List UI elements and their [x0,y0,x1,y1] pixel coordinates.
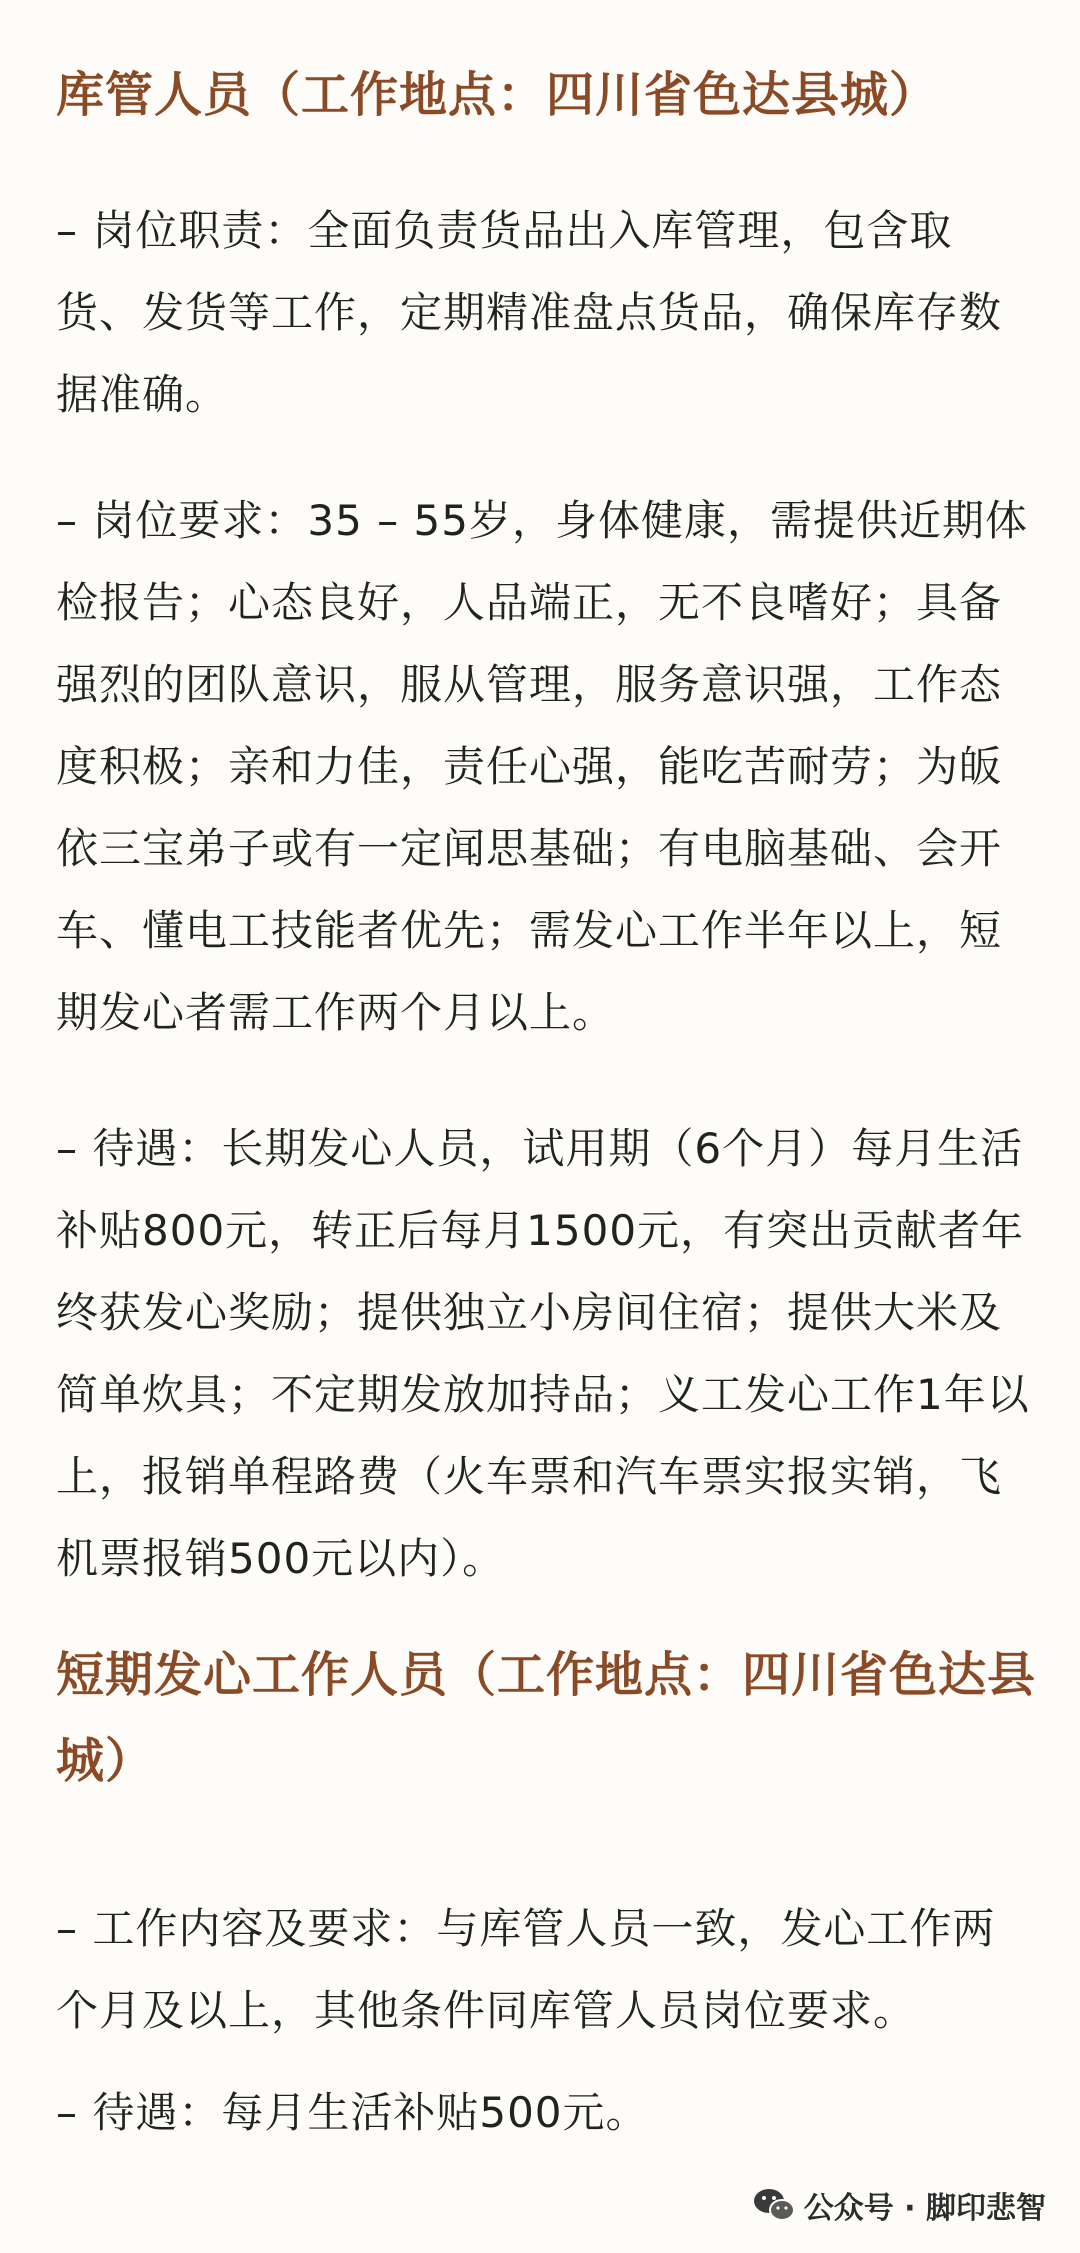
footer-watermark [752,2180,1046,2230]
wechat-icon [752,2186,796,2224]
paragraph-benefits: – 待遇：长期发心人员，试用期（6个月）每月生活补贴800元，转正后每月1500元，有突出贡献者年终获发心奖励；提供独立小房间住宿；提供大米及简单炊具；不定期发放加持品；义工发心工作1年以上，报销单程路费（火车票和汽车票实报实销，飞机票报销500元以内）。 [56,1124,1030,1583]
paragraph-short-term-requirements: – 工作内容及要求：与库管人员一致，发心工作两个月及以上，其他条件同库管人员岗位要求。 [56,1904,996,2035]
section-title-short-term-volunteer: 短期发心工作人员（工作地点：四川省色达县城） [56,1647,1037,1789]
paragraph-job-requirements: – 岗位要求：35 – 55岁，身体健康，需提供近期体检报告；心态良好，人品端正，无不良嗜好；具备强烈的团队意识，服从管理，服务意识强，工作态度积极；亲和力佳，责任心强，能吃苦耐劳；为皈依三宝弟子或有一定闻思基础；有电脑基础、会开车、懂电工技能者优先；需发心工作半年以上，短期发心者需工作两个月以上。 [56,496,1028,1037]
paragraph-short-term-benefits: – 待遇：每月生活补贴500元。 [56,2088,649,2137]
paragraph-job-duties: – 岗位职责：全面负责货品出入库管理，包含取货、发货等工作，定期精准盘点货品，确保库存数据准确。 [56,206,1003,419]
section-title-warehouse-keeper: 库管人员（工作地点：四川省色达县城） [56,67,939,123]
footer-account-name: 公众号 · 脚印悲智 [803,2191,1046,2226]
